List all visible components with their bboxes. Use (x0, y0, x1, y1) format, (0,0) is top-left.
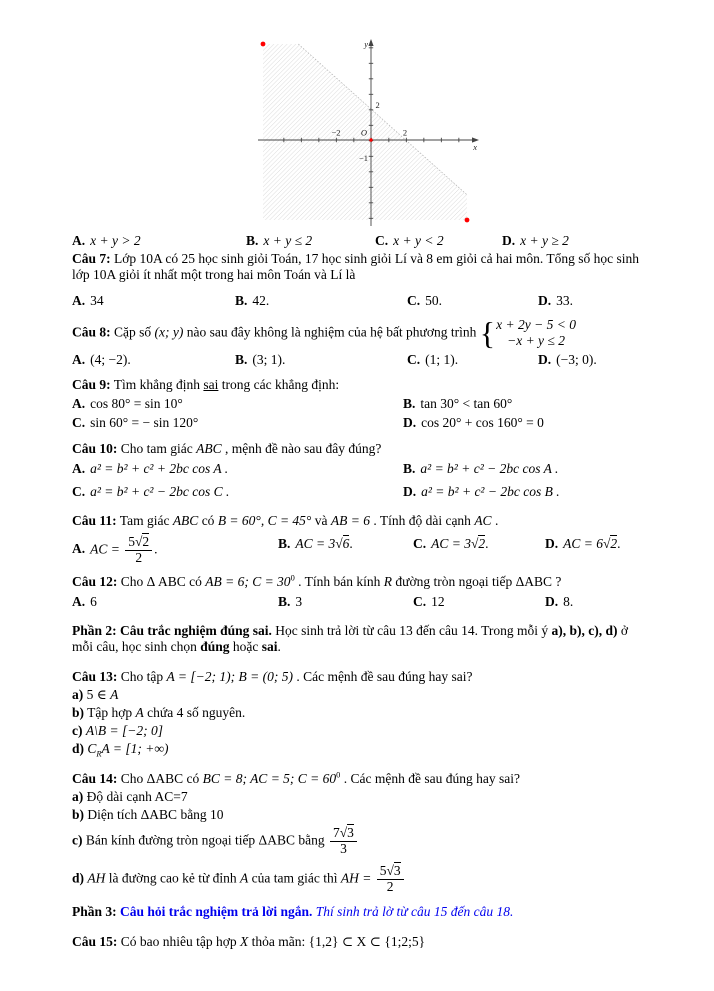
q9-option-d (403, 414, 650, 432)
q15-text (72, 934, 650, 951)
option-text: a² = b² + c² − 2bc cos C . (90, 484, 230, 500)
q13-item-c (72, 722, 650, 740)
section-text: hoặc (229, 639, 262, 655)
option-letter: D. (545, 593, 559, 609)
item-text: Tập hợp (87, 704, 136, 720)
option-letter: A. (72, 233, 86, 248)
section-3-header (72, 904, 650, 921)
option-text: (−3; 0). (556, 352, 597, 368)
origin-label: O (360, 127, 367, 138)
q6-option-c (375, 232, 502, 250)
option-text: . (617, 535, 621, 551)
question-text: thỏa mãn: (248, 934, 309, 950)
question-label: Câu 13: (72, 669, 118, 685)
figure-svg (258, 38, 480, 230)
y-axis-label: y (364, 39, 368, 49)
underlined-word: sai (203, 376, 219, 392)
option-text: 12 (431, 593, 445, 609)
math-expr: B = 60°, C = 45° (217, 512, 312, 528)
question-text: , mệnh đề nào sau đây đúng? (221, 440, 382, 456)
y-tick-label-neg1: −1 (358, 153, 368, 163)
option-letter: D. (538, 352, 552, 368)
option-letter: C. (407, 352, 421, 368)
q8-option-b (235, 351, 407, 369)
question-label: Câu 14: (72, 771, 118, 787)
q7-option-d (538, 292, 650, 310)
fraction-numerator: 7√ (333, 824, 348, 840)
math-var: A (135, 704, 144, 720)
math-expr: BC = 8; AC = 5; C = 60 (202, 771, 337, 787)
option-text: . (485, 535, 489, 551)
q8-text (72, 314, 650, 351)
q11-option-c (413, 535, 545, 565)
question-label: Câu 10: (72, 440, 118, 456)
q9-options-grid (72, 395, 650, 432)
fraction (330, 826, 357, 856)
radicand: 2 (142, 533, 150, 549)
q12-option-d (545, 593, 650, 611)
q14-item-b (72, 806, 650, 824)
math-expr: AH = (340, 870, 375, 886)
question-text: Lớp 10A có 25 học sinh giỏi Toán, 17 học sinh giỏi Lí và 8 em giỏi cả hai môn. Tổng số học sinh lớp 10A giỏi ít nhất một trong hai môn Toán và Lí là (72, 250, 640, 283)
q10-option-d (403, 483, 650, 501)
q12-option-c (413, 593, 545, 611)
section-title-blue: Câu hỏi trắc nghiệm trả lời ngắn. (120, 903, 313, 919)
option-letter: D. (403, 484, 417, 500)
q13-item-b (72, 704, 650, 722)
item-text: Diện tích ΔABC bằng 10 (87, 807, 224, 823)
q9-option-c (72, 414, 403, 432)
math-pair: (x; y) (154, 324, 184, 340)
item-text: Bán kính đường tròn ngoại tiếp ΔABC bằng (85, 832, 328, 848)
option-text: 42. (252, 293, 270, 309)
brace-glyph: { (479, 314, 496, 351)
option-text: x + y > 2 (90, 233, 141, 248)
option-letter: D. (502, 233, 516, 248)
question-label: Câu 11: (72, 512, 117, 528)
superscript: 0 (336, 770, 341, 780)
fraction (377, 864, 404, 894)
option-text: a² = b² + c² + 2bc cos A . (90, 460, 229, 476)
q11-option-a (72, 535, 278, 565)
option-text: cos 20° + cos 160° = 0 (421, 415, 544, 431)
q13-item-a (72, 686, 650, 704)
option-text: a² = b² + c² − 2bc cos A . (420, 460, 559, 476)
item-label: c) (72, 722, 83, 738)
option-text: x + y ≤ 2 (263, 233, 313, 248)
math-var: R (383, 574, 392, 590)
radicand: 3 (393, 863, 401, 879)
option-text: 8. (563, 593, 574, 609)
option-letter: C. (72, 415, 86, 431)
q10-options-grid (72, 460, 650, 501)
q14-text (72, 771, 650, 788)
math-var: X (240, 934, 249, 950)
question-label: Câu 9: (72, 376, 111, 392)
radicand: 3 (347, 824, 354, 840)
q6-option-b (246, 232, 375, 250)
option-letter: B. (235, 352, 248, 368)
radicand: 6 (342, 535, 350, 551)
q11-option-d (545, 535, 650, 565)
fraction-denominator: 2 (377, 879, 404, 894)
question-text: Có bao nhiêu tập hợp (120, 934, 241, 950)
option-letter: B. (278, 593, 291, 609)
math-var: A (110, 687, 119, 703)
q6-option-d (502, 232, 650, 250)
q11-text (72, 513, 650, 530)
option-text: (1; 1). (425, 352, 459, 368)
option-text: . (154, 541, 158, 557)
question-text: Cho tập (120, 669, 167, 685)
option-text: (4; −2). (90, 352, 131, 368)
q8-option-a (72, 351, 235, 369)
q7-option-b (235, 292, 407, 310)
q8-option-c (407, 351, 538, 369)
fraction-denominator: 2 (125, 550, 152, 565)
question-text: Cho tam giác (120, 440, 197, 456)
option-letter: C. (72, 484, 86, 500)
q7-options-row (72, 292, 650, 310)
option-text: AC = (90, 541, 124, 557)
math-expr: AB = 6; C = 30 (205, 574, 291, 590)
system-line-2: −x + y ≤ 2 (507, 333, 565, 349)
item-label: d) (72, 870, 85, 886)
option-letter: B. (235, 293, 248, 309)
math-expr: AB = 6 (330, 512, 370, 528)
option-text: AC = 3√ (431, 535, 479, 551)
math-expr: A = [1; +∞) (101, 740, 169, 756)
option-text: AC = 3√ (295, 535, 343, 551)
option-text: 34 (90, 293, 104, 309)
option-letter: D. (403, 415, 417, 431)
question-label: Câu 15: (72, 934, 118, 950)
option-letter: A. (72, 593, 86, 609)
math-var: A (240, 870, 249, 886)
item-text: chứa 4 số nguyên. (143, 704, 246, 720)
question-text: Tam giác (119, 512, 173, 528)
section-text: ở mỗi câu, học sinh chọn (72, 622, 628, 655)
option-letter: A. (72, 460, 86, 476)
question-text: . Các mệnh đề sau đúng hay sai? (340, 771, 520, 787)
option-text: x + y < 2 (393, 233, 444, 248)
q13-text (72, 669, 650, 686)
option-text: (3; 1). (252, 352, 286, 368)
q11-option-b (278, 535, 413, 565)
option-text: x + y ≥ 2 (520, 233, 569, 248)
item-text: của tam giác thì (248, 870, 341, 886)
q12-options-row (72, 593, 650, 611)
section-text: Học sinh trả lời từ câu 13 đến câu 14. Trong mỗi ý (271, 622, 552, 638)
option-letter: A. (72, 541, 86, 557)
fraction-numerator: 5√ (379, 863, 394, 879)
q10-option-b (403, 460, 650, 478)
question-text: có (198, 512, 218, 528)
section-text: . (277, 639, 281, 655)
option-letter: C. (413, 593, 427, 609)
math-var: ABC (172, 512, 199, 528)
inequality-system (479, 314, 576, 351)
item-text: Độ dài cạnh AC=7 (86, 789, 188, 805)
item-label: a) (72, 789, 84, 805)
item-text: là đường cao kẻ từ đỉnh (105, 870, 241, 886)
option-text: 3 (295, 593, 303, 609)
option-letter: D. (538, 293, 552, 309)
question-text: và (311, 512, 331, 528)
q7-option-c (407, 292, 538, 310)
math-expr: {1,2} ⊂ X ⊂ {1;2;5} (308, 934, 426, 950)
corner-dot-top-left (261, 42, 266, 47)
q14-item-c (72, 826, 650, 856)
section-title: Câu trắc nghiệm đúng sai. (120, 622, 272, 638)
section-label: Phần 3: (72, 903, 117, 919)
option-letter: A. (72, 293, 86, 309)
q14-item-d (72, 864, 650, 894)
radicand: 2 (478, 535, 486, 551)
math-expr: A\B = [−2; 0] (85, 722, 163, 738)
q10-option-a (72, 460, 403, 478)
math-expr: C (87, 740, 97, 756)
system-line-1: x + 2y − 5 < 0 (496, 317, 576, 333)
section-label: Phần 2: (72, 622, 117, 638)
bold-text: đúng (200, 639, 230, 655)
option-text: tan 30° < tan 60° (420, 395, 513, 411)
option-letter: B. (403, 460, 416, 476)
item-label: b) (72, 807, 85, 823)
q10-text (72, 441, 650, 458)
q12-option-a (72, 593, 278, 611)
option-text: 33. (556, 293, 573, 309)
origin-dot (369, 138, 372, 141)
math-var: AC (474, 512, 492, 528)
corner-dot-bottom-right (465, 218, 470, 223)
question-text: trong các khẳng định: (218, 376, 340, 392)
question-text: nào sau đây không là nghiệm của hệ bất phương trình (183, 324, 480, 340)
option-letter: B. (278, 535, 291, 551)
item-text: 5 ∈ (86, 687, 111, 703)
fraction-numerator: 5√ (128, 533, 143, 549)
question-text: Cho Δ ABC có (120, 574, 206, 590)
option-text: AC = 6√ (563, 535, 611, 551)
q9-option-b (403, 395, 650, 413)
q9-option-a (72, 395, 403, 413)
option-letter: C. (407, 293, 421, 309)
math-expr: A = [−2; 1); B = (0; 5) (166, 669, 293, 685)
radicand: 2 (610, 535, 618, 551)
math-var: AH (87, 870, 106, 886)
fraction-denominator: 3 (330, 841, 357, 856)
section-2-header (72, 623, 650, 657)
q12-option-b (278, 593, 413, 611)
bold-text: sai (261, 639, 278, 655)
option-letter: A. (72, 352, 86, 368)
q10-option-c (72, 483, 403, 501)
q7-option-a (72, 292, 235, 310)
question-text: . Tính độ dài cạnh (369, 512, 475, 528)
q13-item-d (72, 740, 650, 758)
question-text: đường tròn ngoại tiếp ΔABC ? (392, 574, 562, 590)
subscript: R (96, 749, 102, 759)
superscript: 0 (290, 573, 295, 583)
option-text: sin 60° = − sin 120° (90, 415, 199, 431)
q7-text (72, 251, 650, 284)
option-letter: B. (246, 233, 259, 248)
question-label: Câu 7: (72, 250, 111, 266)
question-text: Cặp số (114, 324, 155, 340)
q9-text (72, 377, 650, 394)
y-tick-label-2: 2 (375, 100, 380, 110)
option-letter: C. (375, 233, 389, 248)
x-tick-label-neg2: −2 (331, 127, 341, 138)
question-label: Câu 8: (72, 324, 111, 340)
q8-option-d (538, 351, 650, 369)
option-letter: D. (545, 535, 559, 551)
option-letter: C. (413, 535, 427, 551)
item-label: d) (72, 740, 85, 756)
y-axis-arrow (368, 39, 373, 46)
option-text: a² = b² + c² − 2bc cos B . (421, 484, 560, 500)
option-letter: B. (403, 395, 416, 411)
q12-text (72, 574, 650, 591)
section-note-blue: Thí sinh trả lờ từ câu 15 đến câu 18. (312, 903, 514, 919)
math-var: ABC (196, 440, 222, 456)
q11-options-row (72, 535, 650, 565)
q14-item-a (72, 788, 650, 806)
question-text: Tìm khẳng định (113, 376, 204, 392)
option-text: 6 (90, 593, 97, 609)
x-axis-label: x (473, 142, 477, 152)
q6-options-row (72, 232, 650, 250)
question-text: . (491, 512, 499, 528)
q8-options-row (72, 351, 650, 369)
option-text: . (349, 535, 353, 551)
item-label: a) (72, 687, 84, 703)
option-letter: A. (72, 395, 86, 411)
question-text: . Tính bán kính (294, 574, 384, 590)
coordinate-plane-figure (258, 38, 480, 230)
fraction (125, 535, 152, 565)
item-label: c) (72, 832, 83, 848)
option-text: cos 80° = sin 10° (90, 395, 183, 411)
bold-text: a), b), c), d) (551, 622, 618, 638)
item-label: b) (72, 704, 85, 720)
q6-option-a (72, 232, 246, 250)
question-text: Cho ΔABC có (120, 771, 203, 787)
question-label: Câu 12: (72, 574, 118, 590)
option-text: 50. (425, 293, 442, 309)
question-text: . Các mệnh đề sau đúng hay sai? (292, 669, 473, 685)
x-tick-label-2: 2 (402, 127, 408, 138)
